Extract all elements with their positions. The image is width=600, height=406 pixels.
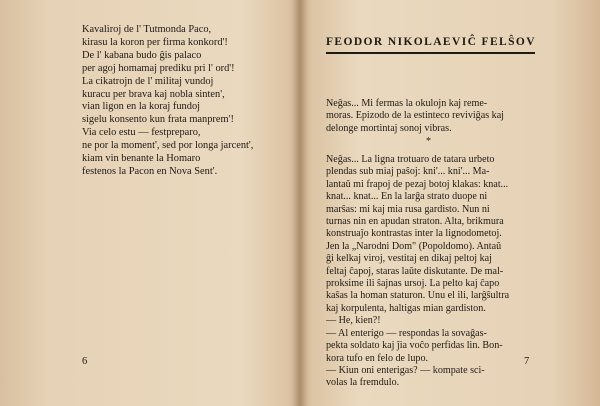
poem-line: Kavaliroj de l' Tutmonda Paco, [82,24,212,35]
poem-line: De l' kabana budo ĝis palaco [82,49,202,61]
poem-line: sigelu konsento kun frata manprem'! [82,114,234,126]
running-header: FEODOR NIKOLAEVIĈ FELŜOV [326,36,536,48]
paragraph-1 [326,98,535,135]
text-line: — Al enterigo — respondas la sovaĝas- [326,327,487,339]
poem-line: ne por la moment', sed por longa jarcent', [82,140,254,152]
poem-line: kuracu per brava kaj nobla sinten', [82,88,225,100]
poem-line: kiam vin benante la Homaro [82,153,201,165]
poem-line: Via celo estu — festpreparo, [82,127,201,139]
text-line: volas la fremdulo. [326,377,400,389]
text-line: pekta soldato kaj ĵia voĉo perfidas lin. Bon- [326,340,503,352]
text-line: — Kiun oni enterigas? — kompate sci- [326,364,485,376]
poem-line: kirasu la koron per firma konkord'! [82,36,228,48]
section-separator: * [426,136,431,147]
poem-line: vian ligon en la koraj fundoj [82,101,201,113]
page-number-right: 7 [524,356,530,367]
text-line: kaŝas la homan staturon. Unu el ili, larĝŝultra [326,290,510,302]
text-line: — He, kien?! [326,315,381,327]
text-line: knat... knat... En la larĝa strato duope ni [326,191,488,203]
text-line: Jen la „Narodni Dom" (Popoldomo). Antaŭ [326,240,502,252]
text-line: proksime ili ŝajnas ursoj. La pelto kaj ĉapo [326,278,500,290]
page-number-left: 6 [82,356,88,367]
text-line: Neĝas... La ligna trotuaro de tatara urbeto [326,154,495,165]
text-line: kora tufo en felo de lupo. [326,352,429,364]
text-line: konstruaĵo kontrastas inter la lignodometoj. [326,228,502,240]
header-rule [326,52,535,54]
text-line: Neĝas... Mi fermas la okulojn kaj reme- [326,98,488,109]
text-line: moras. Epizodo de la estinteco reviviĝas kaj [326,110,504,122]
text-line: lantaŭ mi frapoj de pezaj botoj klakas: knat... [326,178,509,190]
text-line: kaj korpulenta, haltigas mian gardiston. [326,302,486,314]
paragraph-2 [326,154,535,390]
text-line: marŝas: mi kaj mia rusa gardisto. Nun ni [326,203,490,215]
poem-line: per agoj homamaj prediku pri l' ord'! [82,62,235,74]
text-line: plendas sub miaj paŝoj: kni'... kni'... Ma- [326,166,490,178]
poem [82,24,287,179]
text-line: delonge mortintaj sonoj vibras. [326,122,452,134]
text-line: feltaj ĉapoj, staras laŭte diskutante. De mal- [326,265,504,277]
text-line: ĝi kelkaj viroj, vestitaj en dikaj peltoj kaj [326,253,492,265]
poem-line: festenos la Pacon en Nova Sent'. [82,165,218,177]
text-line: turnas nin en apudan straton. Alta, brikmura [326,216,504,228]
poem-line: La cikatrojn de l' militaj vundoj [82,75,214,87]
